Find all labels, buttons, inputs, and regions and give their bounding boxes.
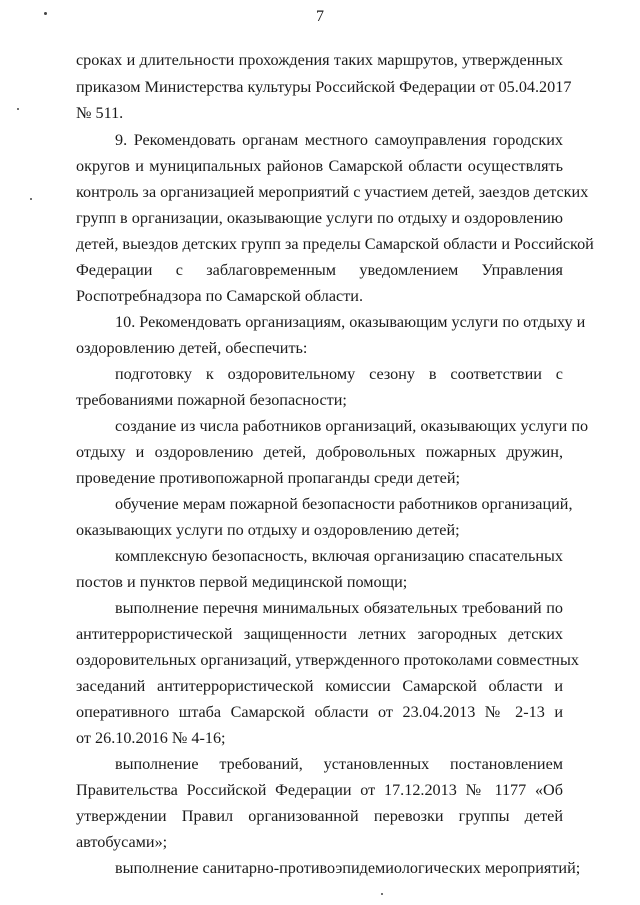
text-line: подготовку к оздоровительному сезону в соответствии с — [115, 365, 563, 383]
text-line: Роспотребнадзора по Самарской области. — [76, 287, 363, 305]
text-line: оказывающих услуги по отдыху и оздоровлению детей; — [76, 521, 460, 539]
text-line: оздоровлению детей, обеспечить: — [76, 339, 308, 357]
text-line: отдыху и оздоровлению детей, добровольных пожарных дружин, — [76, 443, 563, 461]
text-line: приказом Министерства культуры Российской Федерации от 05.04.2017 — [76, 78, 572, 96]
text-line: выполнение требований, установленных постановлением — [115, 755, 563, 773]
text-line: требованиями пожарной безопасности; — [76, 391, 347, 409]
text-line: автобусами»; — [76, 833, 168, 851]
text-line: от 26.10.2016 № 4-16; — [76, 729, 226, 747]
text-line: округов и муниципальных районов Самарской области осуществлять — [76, 157, 563, 175]
text-line: 9. Рекомендовать органам местного самоуправления городских — [115, 131, 563, 149]
text-line: утверждении Правил организованной перевозки группы детей — [76, 807, 563, 825]
scan-speck — [44, 12, 47, 15]
page-number: 7 — [316, 8, 324, 25]
text-line: проведение противопожарной пропаганды среди детей; — [76, 469, 461, 487]
text-line: выполнение санитарно-противоэпидемиологических мероприятий; — [115, 859, 581, 877]
text-line: контроль за организацией мероприятий с участием детей, заездов детских — [76, 183, 589, 201]
text-line: групп в организации, оказывающие услуги по отдыху и оздоровлению — [76, 209, 563, 227]
text-line: заседаний антитеррористической комиссии Самарской области и — [76, 677, 563, 695]
text-line: антитеррористической защищенности летних загородных детских — [76, 625, 563, 643]
text-line: постов и пунктов первой медицинской помощи; — [76, 573, 408, 591]
scan-speck — [17, 108, 19, 110]
text-line: создание из числа работников организаций, оказывающих услуги по — [115, 417, 589, 435]
text-line: оздоровительных организаций, утвержденного протоколами совместных — [76, 651, 579, 669]
text-line: комплексную безопасность, включая организацию спасательных — [115, 547, 563, 565]
text-line: оперативного штаба Самарской области от 23.04.2013 № 2-13 и — [76, 703, 563, 721]
text-line: выполнение перечня минимальных обязательных требований по — [115, 599, 563, 617]
text-line: 10. Рекомендовать организациям, оказывающим услуги по отдыху и — [115, 313, 586, 331]
text-line: детей, выездов детских групп за пределы Самарской области и Российской — [76, 235, 594, 253]
scan-speck — [30, 198, 32, 200]
text-line: Правительства Российской Федерации от 17.12.2013 № 1177 «Об — [76, 781, 563, 799]
text-line: сроках и длительности прохождения таких маршрутов, утвержденных — [76, 51, 563, 69]
scan-speck — [381, 893, 383, 895]
text-line: обучение мерам пожарной безопасности работников организаций, — [115, 495, 573, 513]
text-line: Федерации с заблаговременным уведомлением Управления — [76, 261, 563, 279]
text-line: № 511. — [76, 104, 124, 122]
